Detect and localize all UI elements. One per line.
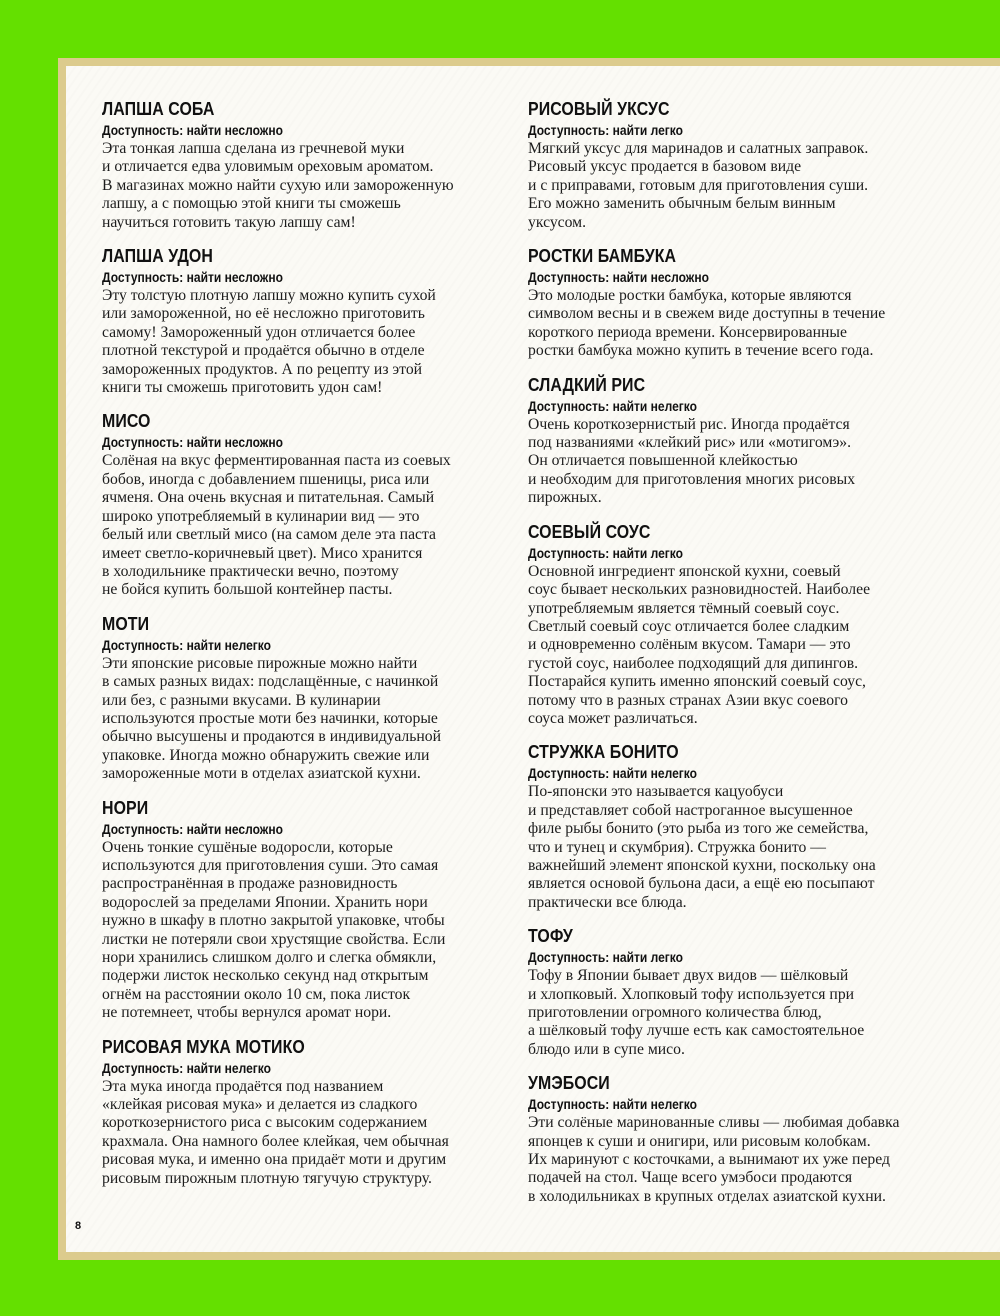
entry-title: НОРИ [102,796,149,818]
entry-text: Тофу в Японии бывает двух видов — шёлковый и хлопковый. Хлопковый тофу используется при приготовлении огромного количества блюд, а шёлковый тофу лучше есть как самостоятельное блюдо или в супе мисо. [528,967,865,1058]
entry-availability: Доступность: найти легко [528,544,684,561]
entry-availability: Доступность: найти несложно [102,269,283,286]
left-column [102,97,502,1200]
entry-title: СЛАДКИЙ РИС [528,373,646,395]
entry-availability: Доступность: найти нелегко [102,1059,272,1076]
entry-udon [102,244,502,397]
entry-title: УМЭБОСИ [528,1072,610,1094]
entry-title: МОТИ [102,612,150,634]
entry-tofu [528,924,928,1059]
entry-availability: Доступность: найти нелегко [528,765,698,782]
entry-title: МИСО [102,410,151,432]
entry-availability: Доступность: найти легко [528,122,684,138]
entry-availability: Доступность: найти нелегко [528,1096,698,1113]
entry-mochi [102,612,502,784]
entry-text: По-японски это называется кацуобуси и представляет собой настроганное высушенное филе рыбы бонито (это рыба из того же семейства, что и тунец и скумбрия). Стружка бонито — важнейший элемент японской кухни, поскольку она является основой бульона даси, а ещё ею посыпают практически все блюда. [528,783,876,911]
entry-text: Очень короткозернистый рис. Иногда продаётся под названиями «клейкий рис» или «мотигомэ». Он отличается повышенной клейкостью и необходим для приготовления многих рисовых пирожных. [528,415,856,507]
entry-text: Солёная на вкус ферментированная паста из соевых бобов, иногда с добавлением пшеницы, риса или ячменя. Она очень вкусная и питательная. Самый широко употребляемый в кулинарии вид — это белый или светлый мисо (на самом деле эта паста имеет светло-коричневый цвет). Мисо хранится в холодильнике практически вечно, поэтому не бойся купить большой контейнер пасты. [102,452,451,599]
entry-text: Эта мука иногда продаётся под названием «клейкая рисовая мука» и делается из сладкого короткозернистого риса с высоким содержанием крахмала. Она намного более клейкая, чем обычная рисовая мука, и именно она придаёт моти и другим рисовым пирожным плотную тягучую структуру. [102,1077,449,1187]
entry-availability: Доступность: найти легко [528,949,684,966]
entry-text: Эту толстую плотную лапшу можно купить сухой или замороженной, но её несложно приготовить самому! Замороженный удон отличается более плотной текстурой и продаётся обычно в отделе замороженных продуктов. А по рецепту из этой книги ты сможешь приготовить удон сам! [102,287,436,397]
entry-soba [102,97,502,232]
entry-text: Эти японские рисовые пирожные можно найти в самых разных видах: подслащённые, с начинкой или без, с разными вкусами. В кулинарии используются простые моти без начинки, которые обычно высушены и продаются в индивидуальной упаковке. Иногда можно обнаружить свежие или замороженные моти в отделах азиатской кухни. [102,654,442,783]
entry-umeboshi [528,1071,928,1206]
entry-availability: Доступность: найти несложно [102,122,283,138]
entry-miso [102,409,502,599]
entry-availability: Доступность: найти несложно [528,269,709,286]
entry-bamboo-shoots [528,244,928,361]
entry-availability: Доступность: найти несложно [102,434,283,451]
entry-title: СТРУЖКА БОНИТО [528,741,679,763]
entry-title: СОЕВЫЙ СОУС [528,520,651,542]
entry-title: ЛАПША СОБА [102,98,215,119]
entry-title: ТОФУ [528,925,573,947]
entry-sweet-rice [528,373,928,508]
entry-nori [102,796,502,1023]
entry-text: Основной ингредиент японской кухни, соевый соус бывает нескольких разновидностей. Наиболее употребляемым является тёмный соевый соус. Светлый соевый соус отличается более сладким и одновременно солёным вкусом. Тамари — это густой соус, наиболее подходящий для дипингов. Постарайся купить именно японский соевый соус, потому что в разных странах Азии вкус соевого соуса может различаться. [528,562,871,727]
page-number: 8 [75,1220,82,1232]
entry-text: Очень тонкие сушёные водоросли, которые используются для приготовления суши. Это самая распространённая в продаже разновидность водорослей за пределами Японии. Хранить нори нужно в шкафу в плотно закрытой упаковке, чтобы листки не потеряли свои хрустящие свойства. Если нори хранились слишком долго и слегка обмякли, подержи листок несколько секунд над открытым огнём на расстоянии около 10 см, пока листок не потемнеет, чтобы вернулся аромат нори. [102,838,446,1022]
entry-title: ЛАПША УДОН [102,245,213,267]
entry-title: РОСТКИ БАМБУКА [528,245,677,267]
entry-text: Это молодые ростки бамбука, которые являются символом весны и в свежем виде доступны в течение короткого периода времени. Консервированные ростки бамбука можно купить в течение всего года. [528,287,886,360]
entry-text: Мягкий уксус для маринадов и салатных заправок. Рисовый уксус продается в базовом виде и с приправами, готовым для приготовления суши. Его можно заменить обычным белым винным уксусом. [528,140,869,231]
entry-soy-sauce [528,520,928,729]
entry-text: Эта тонкая лапша сделана из гречневой муки и отличается едва уловимым ореховым ароматом. В магазинах можно найти сухую или замороженную лапшу, а с помощью этой книги ты сможешь научиться готовить такую лапшу сам! [102,140,454,231]
entry-text: Эти солёные маринованные сливы — любимая добавка японцев к суши и онигири, или рисовым колобкам. Их маринуют с косточками, а вынимают их уже перед подачей на стол. Чаще всего умэбоси продаются в холодильниках в крупных отделах азиатской кухни. [528,1114,900,1205]
entry-availability: Доступность: найти несложно [102,820,283,837]
right-column [528,97,928,1218]
entry-mochiko [102,1035,502,1188]
entry-title: РИСОВЫЙ УКСУС [528,98,670,119]
entry-bonito-flakes [528,740,928,912]
entry-availability: Доступность: найти нелегко [528,397,698,414]
entry-availability: Доступность: найти нелегко [102,636,272,653]
entry-title: РИСОВАЯ МУКА МОТИКО [102,1035,305,1057]
entry-rice-vinegar [528,97,928,232]
